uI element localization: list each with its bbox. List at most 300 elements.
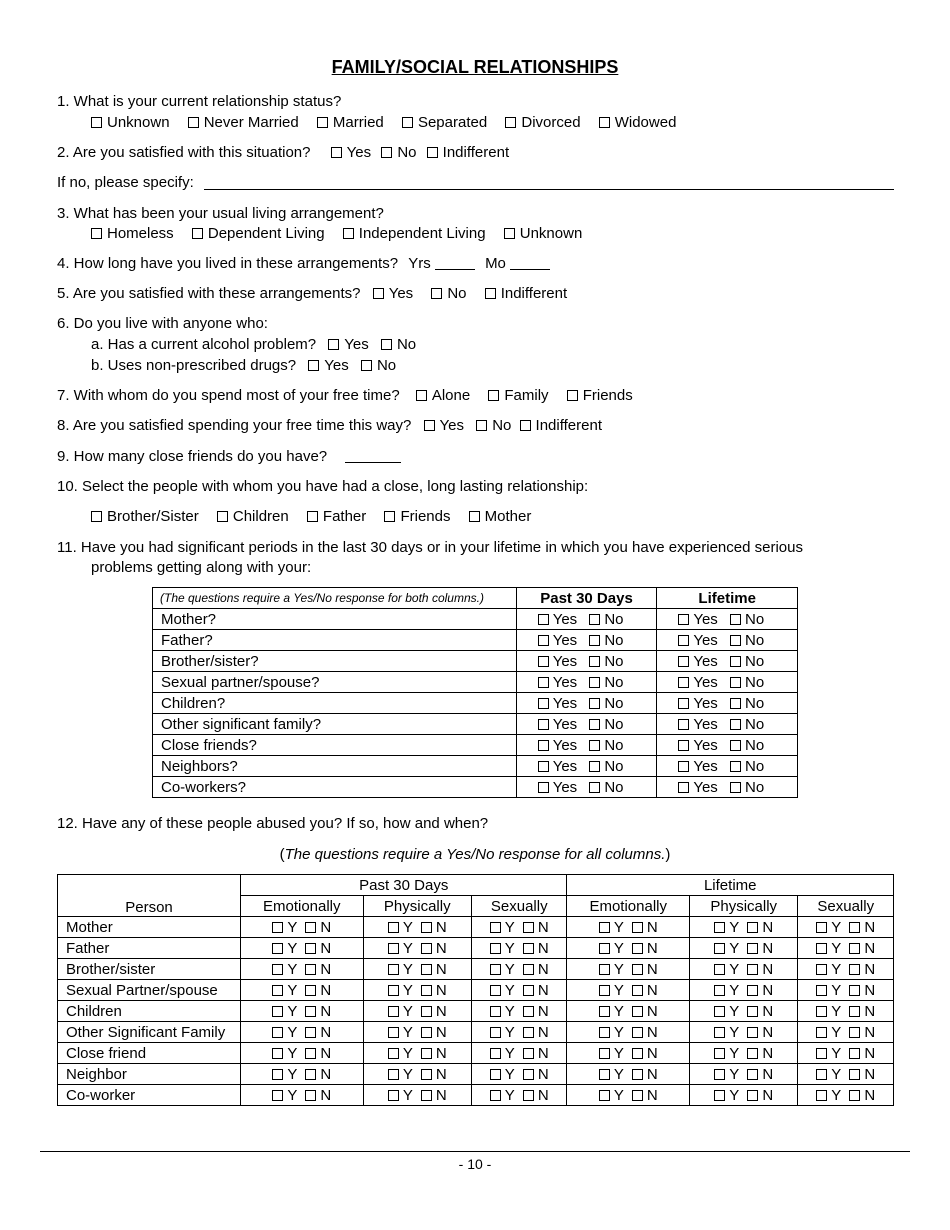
y-n-cell: Y N (690, 1001, 798, 1022)
q7-option[interactable]: Family (488, 386, 548, 406)
q11-text-cont: problems getting along with your: (91, 559, 312, 576)
checkbox[interactable] (272, 1090, 283, 1101)
checkbox[interactable] (388, 1048, 399, 1059)
q4-mo-label: Mo (485, 255, 506, 272)
q6-b-row (91, 356, 410, 376)
checkbox[interactable] (272, 1006, 283, 1017)
checkbox[interactable] (599, 985, 610, 996)
checkbox[interactable] (730, 698, 741, 709)
checkbox[interactable] (849, 922, 860, 933)
q7-text: 7. With whom do you spend most of your free time? (57, 387, 400, 404)
checkbox[interactable] (272, 964, 283, 975)
q9-text: 9. How many close friends do you have? (57, 448, 328, 465)
checkbox[interactable] (388, 922, 399, 933)
checkbox[interactable] (485, 288, 496, 299)
checkbox[interactable] (678, 761, 689, 772)
checkbox[interactable] (599, 943, 610, 954)
checkbox[interactable] (599, 1048, 610, 1059)
checkbox[interactable] (816, 1027, 827, 1038)
q3-option[interactable]: Homeless (91, 224, 174, 244)
table-row (153, 777, 798, 798)
col-emotionally: Emotionally (241, 896, 364, 917)
checkbox[interactable] (538, 740, 549, 751)
checkbox[interactable] (730, 719, 741, 730)
checkbox[interactable] (469, 511, 480, 522)
checkbox[interactable] (599, 117, 610, 128)
checkbox[interactable] (632, 964, 643, 975)
checkbox[interactable] (714, 1069, 725, 1080)
checkbox[interactable] (308, 360, 319, 371)
checkbox[interactable] (421, 985, 432, 996)
q1-option[interactable]: Unknown (91, 113, 170, 133)
checkbox[interactable] (599, 964, 610, 975)
q6-a-row (91, 335, 430, 355)
q7-option[interactable]: Alone (416, 386, 470, 406)
checkbox[interactable] (305, 964, 316, 975)
checkbox[interactable] (816, 943, 827, 954)
q4-text: 4. How long have you lived in these arrangements? (57, 255, 399, 272)
col-lifetime: Lifetime (657, 588, 798, 609)
checkbox[interactable] (538, 656, 549, 667)
checkbox[interactable] (816, 1069, 827, 1080)
q1-option[interactable]: Never Married (188, 113, 299, 133)
checkbox[interactable] (538, 782, 549, 793)
checkbox[interactable] (523, 943, 534, 954)
checkbox[interactable] (747, 943, 758, 954)
checkbox[interactable] (678, 656, 689, 667)
checkbox[interactable] (476, 420, 487, 431)
y-n-cell: Y N (363, 959, 471, 980)
y-n-cell: Y N (241, 938, 364, 959)
y-n-cell: Y N (567, 1043, 690, 1064)
q7-option[interactable]: Friends (567, 386, 633, 406)
checkbox[interactable] (427, 147, 438, 158)
checkbox[interactable] (305, 1027, 316, 1038)
checkbox[interactable] (599, 1069, 610, 1080)
q7-row (57, 386, 647, 406)
q4-yrs-label: Yrs (408, 255, 431, 272)
q2-option[interactable]: Yes (331, 143, 371, 163)
checkbox[interactable] (849, 943, 860, 954)
relationship-label: Close friends? (153, 735, 517, 756)
q5-row (57, 284, 581, 304)
q6-a-no[interactable]: No (381, 335, 416, 355)
checkbox[interactable] (714, 1048, 725, 1059)
checkbox[interactable] (272, 1069, 283, 1080)
table-row (153, 630, 798, 651)
checkbox[interactable] (747, 1048, 758, 1059)
yes-no-cell: Yes No (516, 672, 657, 693)
col-sexually: Sexually (798, 896, 894, 917)
checkbox[interactable] (488, 390, 499, 401)
checkbox[interactable] (714, 943, 725, 954)
table-row (58, 1001, 894, 1022)
checkbox[interactable] (599, 922, 610, 933)
q9-input[interactable] (345, 448, 401, 463)
q10-option[interactable]: Children (217, 507, 289, 527)
checkbox[interactable] (747, 1027, 758, 1038)
checkbox[interactable] (538, 761, 549, 772)
checkbox[interactable] (714, 1090, 725, 1101)
checkbox[interactable] (490, 1027, 501, 1038)
checkbox[interactable] (678, 677, 689, 688)
checkbox[interactable] (272, 985, 283, 996)
checkbox[interactable] (328, 339, 339, 350)
checkbox[interactable] (490, 985, 501, 996)
checkbox[interactable] (91, 117, 102, 128)
q5-option[interactable]: No (431, 284, 466, 304)
checkbox[interactable] (490, 1048, 501, 1059)
checkbox[interactable] (816, 922, 827, 933)
q10-text: 10. Select the people with whom you have had a close, long lasting relationship: (57, 478, 589, 495)
table-row (58, 1085, 894, 1106)
checkbox[interactable] (490, 943, 501, 954)
checkbox[interactable] (849, 1027, 860, 1038)
checkbox[interactable] (816, 1090, 827, 1101)
y-n-cell: Y N (471, 1022, 567, 1043)
checkbox[interactable] (305, 1006, 316, 1017)
checkbox[interactable] (381, 339, 392, 350)
q8-option[interactable]: Indifferent (520, 416, 602, 436)
checkbox[interactable] (384, 511, 395, 522)
q1-option[interactable]: Married (317, 113, 384, 133)
yes-no-cell: Yes No (657, 756, 798, 777)
table-row (58, 959, 894, 980)
checkbox[interactable] (523, 922, 534, 933)
checkbox[interactable] (632, 985, 643, 996)
col-physically: Physically (363, 896, 471, 917)
table-row (58, 917, 894, 938)
checkbox[interactable] (730, 635, 741, 646)
checkbox[interactable] (421, 1027, 432, 1038)
relationship-label: Co-workers? (153, 777, 517, 798)
checkbox[interactable] (599, 1006, 610, 1017)
checkbox[interactable] (678, 740, 689, 751)
checkbox[interactable] (730, 740, 741, 751)
checkbox[interactable] (523, 1006, 534, 1017)
person-label: Other Significant Family (58, 1022, 241, 1043)
checkbox[interactable] (343, 228, 354, 239)
checkbox[interactable] (849, 964, 860, 975)
checkbox[interactable] (538, 614, 549, 625)
table-row (153, 672, 798, 693)
checkbox[interactable] (272, 943, 283, 954)
q10-option[interactable]: Friends (384, 507, 450, 527)
q2-specify-input[interactable] (204, 189, 894, 190)
checkbox[interactable] (714, 1006, 725, 1017)
checkbox[interactable] (747, 1069, 758, 1080)
page-title: FAMILY/SOCIAL RELATIONSHIPS (331, 57, 619, 77)
q1-option[interactable]: Separated (402, 113, 487, 133)
y-n-cell: Y N (798, 1064, 894, 1085)
yes-no-cell: Yes No (657, 777, 798, 798)
checkbox[interactable] (816, 985, 827, 996)
checkbox[interactable] (490, 964, 501, 975)
y-n-cell: Y N (241, 1022, 364, 1043)
checkbox[interactable] (305, 1048, 316, 1059)
checkbox[interactable] (520, 420, 531, 431)
checkbox[interactable] (589, 656, 600, 667)
checkbox[interactable] (678, 719, 689, 730)
checkbox[interactable] (714, 964, 725, 975)
q8-option[interactable]: Yes (424, 416, 464, 436)
q8-row (57, 416, 616, 436)
checkbox[interactable] (305, 985, 316, 996)
q4-mo-input[interactable] (510, 255, 550, 270)
checkbox[interactable] (747, 964, 758, 975)
q4-yrs-input[interactable] (435, 255, 475, 270)
checkbox[interactable] (589, 761, 600, 772)
checkbox[interactable] (538, 635, 549, 646)
table-row (153, 651, 798, 672)
yes-no-cell: Yes No (657, 714, 798, 735)
checkbox[interactable] (523, 1069, 534, 1080)
checkbox[interactable] (272, 1048, 283, 1059)
q6-b-yes[interactable]: Yes (308, 356, 348, 376)
checkbox[interactable] (632, 1090, 643, 1101)
yes-no-cell: Yes No (657, 693, 798, 714)
checkbox[interactable] (632, 1048, 643, 1059)
table-row (153, 735, 798, 756)
checkbox[interactable] (305, 922, 316, 933)
checkbox[interactable] (381, 147, 392, 158)
checkbox[interactable] (632, 1069, 643, 1080)
q2-text: 2. Are you satisfied with this situation? (57, 144, 311, 161)
relationship-label: Sexual partner/spouse? (153, 672, 517, 693)
y-n-cell: Y N (471, 1085, 567, 1106)
checkbox[interactable] (589, 782, 600, 793)
yes-no-cell: Yes No (516, 777, 657, 798)
checkbox[interactable] (538, 719, 549, 730)
checkbox[interactable] (490, 1090, 501, 1101)
checkbox[interactable] (747, 1006, 758, 1017)
checkbox[interactable] (490, 1069, 501, 1080)
y-n-cell: Y N (363, 1043, 471, 1064)
checkbox[interactable] (678, 698, 689, 709)
checkbox[interactable] (816, 1048, 827, 1059)
checkbox[interactable] (632, 922, 643, 933)
q6-b-no[interactable]: No (361, 356, 396, 376)
checkbox[interactable] (91, 228, 102, 239)
yes-no-cell: Yes No (516, 693, 657, 714)
y-n-cell: Y N (798, 1022, 894, 1043)
checkbox[interactable] (523, 1027, 534, 1038)
checkbox[interactable] (373, 288, 384, 299)
checkbox[interactable] (538, 698, 549, 709)
checkbox[interactable] (421, 1006, 432, 1017)
q1-text: 1. What is your current relationship status? (57, 93, 342, 110)
y-n-cell: Y N (690, 1064, 798, 1085)
y-n-cell: Y N (241, 959, 364, 980)
checkbox[interactable] (589, 719, 600, 730)
checkbox[interactable] (599, 1027, 610, 1038)
q1-option[interactable]: Widowed (599, 113, 677, 133)
checkbox[interactable] (421, 922, 432, 933)
checkbox[interactable] (678, 635, 689, 646)
y-n-cell: Y N (241, 1001, 364, 1022)
q10-options (91, 507, 545, 527)
checkbox[interactable] (816, 1006, 827, 1017)
checkbox[interactable] (714, 1027, 725, 1038)
y-n-cell: Y N (363, 980, 471, 1001)
checkbox[interactable] (424, 420, 435, 431)
y-n-cell: Y N (567, 938, 690, 959)
checkbox[interactable] (317, 117, 328, 128)
checkbox[interactable] (505, 117, 516, 128)
checkbox[interactable] (523, 1090, 534, 1101)
y-n-cell: Y N (471, 980, 567, 1001)
checkbox[interactable] (849, 1048, 860, 1059)
q12-note: (The questions require a Yes/No response for all columns.) (279, 846, 671, 863)
y-n-cell: Y N (567, 1085, 690, 1106)
checkbox[interactable] (490, 1006, 501, 1017)
checkbox[interactable] (730, 614, 741, 625)
q3-option[interactable]: Independent Living (343, 224, 486, 244)
checkbox[interactable] (632, 1027, 643, 1038)
checkbox[interactable] (589, 698, 600, 709)
checkbox[interactable] (421, 964, 432, 975)
checkbox[interactable] (388, 1006, 399, 1017)
q2-option[interactable]: No (381, 143, 416, 163)
q2-option[interactable]: Indifferent (427, 143, 509, 163)
checkbox[interactable] (431, 288, 442, 299)
checkbox[interactable] (388, 1090, 399, 1101)
q4-row (57, 254, 550, 274)
y-n-cell: Y N (798, 938, 894, 959)
checkbox[interactable] (416, 390, 427, 401)
q6-a-yes[interactable]: Yes (328, 335, 368, 355)
checkbox[interactable] (816, 964, 827, 975)
checkbox[interactable] (402, 117, 413, 128)
checkbox[interactable] (421, 943, 432, 954)
checkbox[interactable] (730, 782, 741, 793)
q10-option[interactable]: Brother/Sister (91, 507, 199, 527)
checkbox[interactable] (632, 1006, 643, 1017)
q10-option[interactable]: Mother (469, 507, 532, 527)
yes-no-cell: Yes No (657, 630, 798, 651)
q8-option[interactable]: No (476, 416, 511, 436)
checkbox[interactable] (305, 943, 316, 954)
checkbox[interactable] (305, 1069, 316, 1080)
group-past-30-days: Past 30 Days (241, 875, 567, 896)
relationship-label: Other significant family? (153, 714, 517, 735)
checkbox[interactable] (523, 985, 534, 996)
checkbox[interactable] (91, 511, 102, 522)
y-n-cell: Y N (363, 938, 471, 959)
checkbox[interactable] (272, 922, 283, 933)
yes-no-cell: Yes No (657, 735, 798, 756)
checkbox[interactable] (538, 677, 549, 688)
checkbox[interactable] (849, 1006, 860, 1017)
q5-option[interactable]: Yes (373, 284, 413, 304)
yes-no-cell: Yes No (516, 651, 657, 672)
yes-no-cell: Yes No (657, 651, 798, 672)
y-n-cell: Y N (798, 1043, 894, 1064)
checkbox[interactable] (849, 985, 860, 996)
q10-option[interactable]: Father (307, 507, 366, 527)
checkbox[interactable] (747, 985, 758, 996)
q3-option[interactable]: Dependent Living (192, 224, 325, 244)
checkbox[interactable] (714, 922, 725, 933)
y-n-cell: Y N (363, 1085, 471, 1106)
checkbox[interactable] (589, 677, 600, 688)
y-n-cell: Y N (241, 1043, 364, 1064)
q5-text: 5. Are you satisfied with these arrangements? (57, 285, 361, 302)
person-label: Sexual Partner/spouse (58, 980, 241, 1001)
checkbox[interactable] (567, 390, 578, 401)
checkbox[interactable] (361, 360, 372, 371)
y-n-cell: Y N (567, 1064, 690, 1085)
q1-option[interactable]: Divorced (505, 113, 580, 133)
checkbox[interactable] (307, 511, 318, 522)
q3-option[interactable]: Unknown (504, 224, 583, 244)
checkbox[interactable] (678, 614, 689, 625)
checkbox[interactable] (523, 964, 534, 975)
y-n-cell: Y N (471, 959, 567, 980)
checkbox[interactable] (388, 1027, 399, 1038)
checkbox[interactable] (305, 1090, 316, 1101)
checkbox[interactable] (192, 228, 203, 239)
q5-option[interactable]: Indifferent (485, 284, 567, 304)
checkbox[interactable] (188, 117, 199, 128)
checkbox[interactable] (714, 985, 725, 996)
checkbox[interactable] (632, 943, 643, 954)
checkbox[interactable] (599, 1090, 610, 1101)
q2-specify-label: If no, please specify: (57, 174, 194, 191)
checkbox[interactable] (747, 922, 758, 933)
q3-text: 3. What has been your usual living arrangement? (57, 205, 384, 222)
y-n-cell: Y N (798, 917, 894, 938)
checkbox[interactable] (730, 761, 741, 772)
checkbox[interactable] (504, 228, 515, 239)
y-n-cell: Y N (567, 1001, 690, 1022)
checkbox[interactable] (747, 1090, 758, 1101)
checkbox[interactable] (849, 1069, 860, 1080)
checkbox[interactable] (589, 614, 600, 625)
col-physically: Physically (690, 896, 798, 917)
checkbox[interactable] (730, 677, 741, 688)
checkbox[interactable] (523, 1048, 534, 1059)
checkbox[interactable] (388, 1069, 399, 1080)
y-n-cell: Y N (363, 1064, 471, 1085)
checkbox[interactable] (421, 1090, 432, 1101)
checkbox[interactable] (421, 1069, 432, 1080)
checkbox[interactable] (272, 1027, 283, 1038)
q11-text: 11. Have you had significant periods in the last 30 days or in your lifetime in which you have experienced serious (57, 539, 803, 556)
yes-no-cell: Yes No (516, 735, 657, 756)
checkbox[interactable] (730, 656, 741, 667)
checkbox[interactable] (388, 985, 399, 996)
person-label: Brother/sister (58, 959, 241, 980)
y-n-cell: Y N (798, 1001, 894, 1022)
person-label: Neighbor (58, 1064, 241, 1085)
checkbox[interactable] (388, 964, 399, 975)
person-label: Father (58, 938, 241, 959)
checkbox[interactable] (849, 1090, 860, 1101)
checkbox[interactable] (421, 1048, 432, 1059)
checkbox[interactable] (490, 922, 501, 933)
relationship-label: Children? (153, 693, 517, 714)
checkbox[interactable] (589, 740, 600, 751)
checkbox[interactable] (388, 943, 399, 954)
checkbox[interactable] (678, 782, 689, 793)
q9-row (57, 447, 401, 467)
checkbox[interactable] (589, 635, 600, 646)
checkbox[interactable] (331, 147, 342, 158)
q2-row (57, 143, 523, 163)
checkbox[interactable] (217, 511, 228, 522)
y-n-cell: Y N (471, 1043, 567, 1064)
